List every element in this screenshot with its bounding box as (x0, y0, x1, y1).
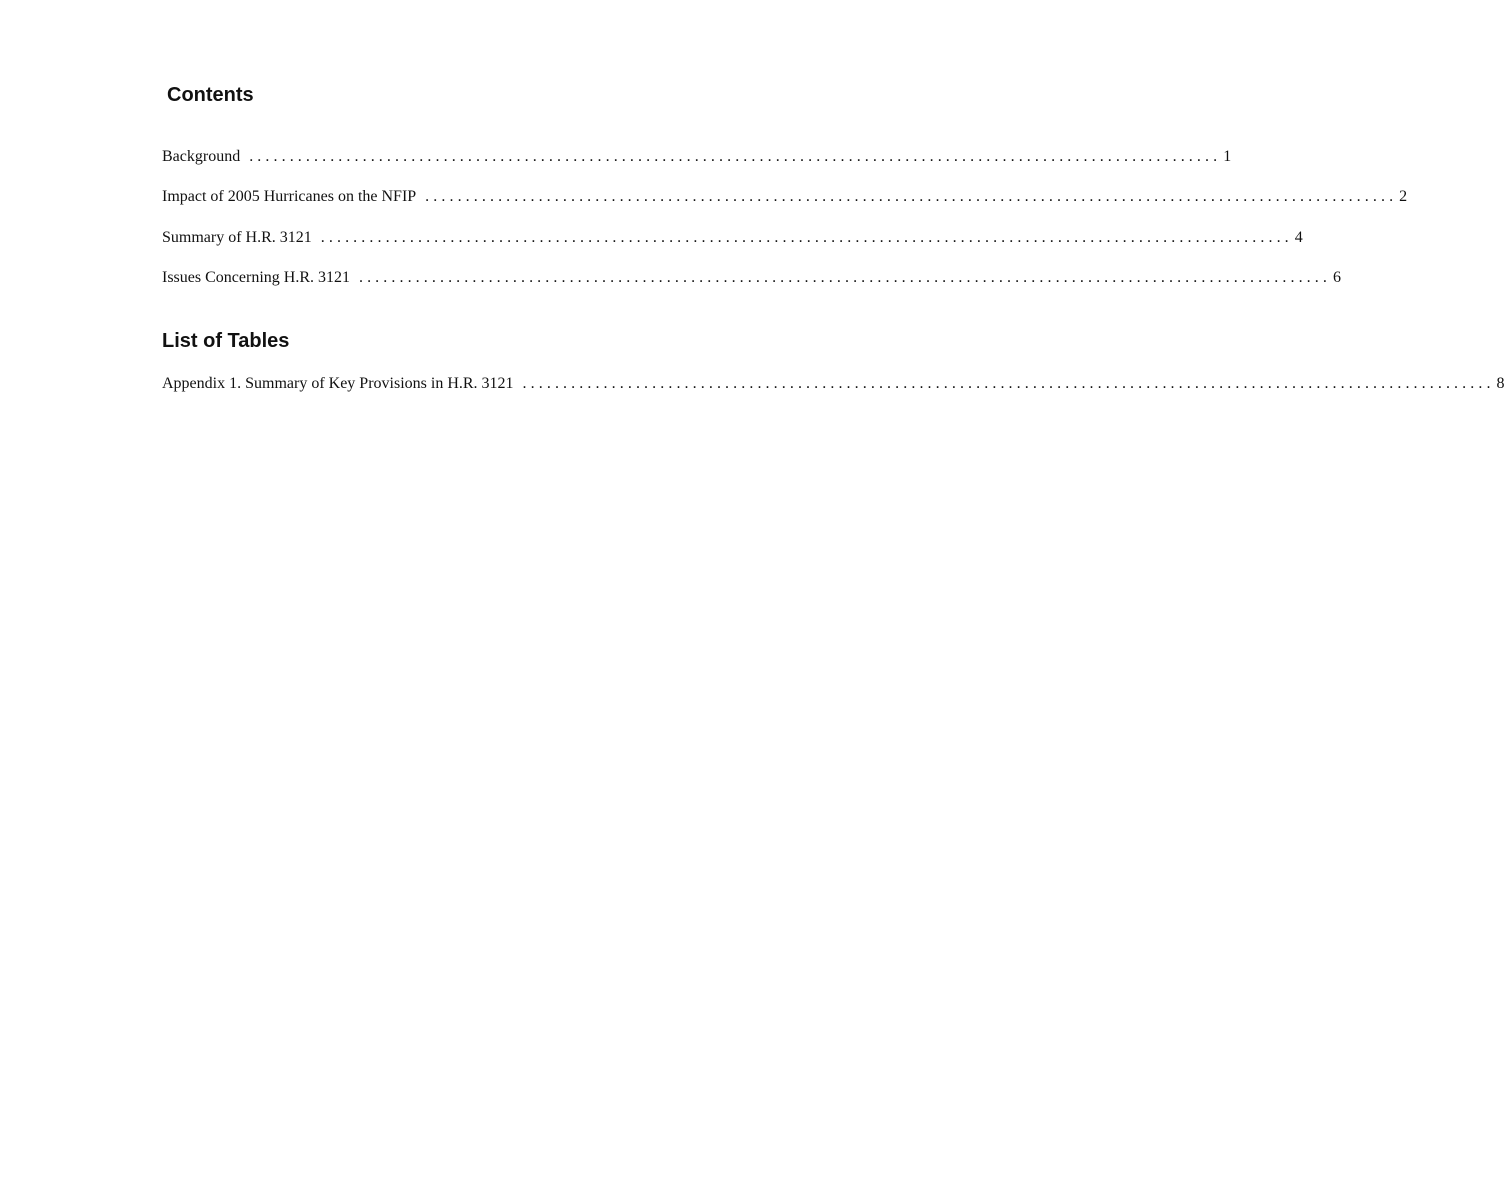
toc-page-number: 6 (1332, 269, 1341, 286)
toc-entry-title: Background (162, 148, 241, 165)
toc-entry-summary[interactable] (162, 227, 1303, 249)
toc-page-number: 1 (1223, 148, 1232, 165)
toc-entry-appendix-1[interactable] (162, 373, 1505, 395)
toc-entry-title: Appendix 1. Summary of Key Provisions in H.R. 3121 (162, 375, 514, 392)
toc-entry-impact-hurricanes[interactable] (162, 186, 1408, 208)
dot-leader: ........................................................................................................................ (249, 148, 1222, 165)
toc-page-number: 4 (1294, 229, 1303, 246)
toc-page-number: 8 (1496, 375, 1505, 392)
contents-heading: Contents (167, 84, 254, 106)
toc-entry-title: Impact of 2005 Hurricanes on the NFIP (162, 188, 417, 205)
list-of-tables-heading: List of Tables (162, 330, 290, 352)
toc-page-number: 2 (1399, 188, 1408, 205)
toc-entry-issues[interactable] (162, 267, 1341, 289)
toc-entry-title: Issues Concerning H.R. 3121 (162, 269, 350, 286)
dot-leader: ........................................................................................................................ (522, 375, 1495, 392)
toc-entry-background[interactable] (162, 146, 1232, 168)
dot-leader: ........................................................................................................................ (358, 269, 1331, 286)
dot-leader: ........................................................................................................................ (320, 229, 1293, 246)
dot-leader: ........................................................................................................................ (425, 188, 1398, 205)
toc-entry-title: Summary of H.R. 3121 (162, 229, 312, 246)
